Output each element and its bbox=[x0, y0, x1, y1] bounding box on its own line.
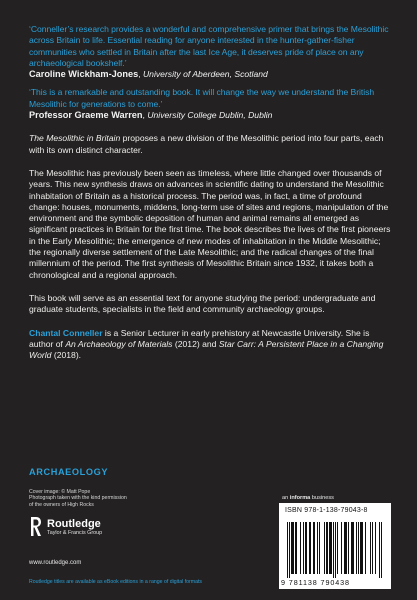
barcode-bar bbox=[327, 522, 328, 574]
publisher-subtitle: Taylor & Francis Group bbox=[47, 529, 103, 536]
barcode-bar bbox=[345, 522, 346, 574]
book-title: The Mesolithic in Britain bbox=[29, 133, 121, 144]
publisher-name: Routledge bbox=[47, 517, 101, 530]
barcode-bar bbox=[348, 522, 349, 574]
barcode-bar bbox=[370, 522, 371, 574]
barcode-bar bbox=[313, 522, 314, 574]
barcode-bar bbox=[305, 522, 306, 574]
barcode-bar bbox=[335, 522, 336, 578]
barcode-bar bbox=[296, 522, 297, 574]
barcode-bar bbox=[317, 522, 318, 574]
author-bio: Chantal Conneller is a Senior Lecturer in early prehistory at Newcastle University. She is author of An Archaeology of Materials (2012) and Star Carr: A Persistent Place in a Changing World (2018). bbox=[29, 327, 384, 361]
barcode-bar bbox=[309, 522, 310, 574]
barcode-bar bbox=[337, 522, 338, 574]
barcode-bar bbox=[329, 522, 330, 574]
barcode-panel bbox=[279, 503, 391, 589]
barcode-digits: 9 781138 790438 bbox=[281, 578, 350, 587]
isbn-label: ISBN 978-1-138-79043-8 bbox=[285, 507, 368, 514]
barcode-bar bbox=[379, 522, 380, 578]
ebook-note: Routledge titles are available as eBook editions in a range of digital formats bbox=[29, 579, 203, 585]
barcode-bar bbox=[333, 522, 334, 578]
review-attribution-2: Professor Graeme Warren, University College Dublin, Dublin bbox=[29, 110, 273, 121]
barcode-bar bbox=[361, 522, 362, 574]
barcode-bar bbox=[375, 522, 376, 574]
author-book-2: Star Carr: A Persistent Place in a Changing World bbox=[29, 338, 384, 361]
author-book-1: An Archaeology of Materials bbox=[65, 338, 173, 349]
barcode-bar bbox=[352, 522, 353, 574]
reviewer-affiliation-2: University College Dublin, Dublin bbox=[147, 110, 273, 121]
barcode-bar bbox=[356, 522, 357, 574]
barcode-bar bbox=[365, 522, 366, 574]
barcode-bar bbox=[362, 522, 363, 574]
barcode-bar bbox=[353, 522, 354, 574]
reviewer-affiliation-1: University of Aberdeen, Scotland bbox=[142, 69, 268, 80]
reviewer-name-2: Professor Graeme Warren bbox=[29, 110, 143, 121]
barcode-bar bbox=[303, 522, 304, 574]
subject-category: ARCHAEOLOGY bbox=[29, 467, 109, 477]
description-paragraph: The Mesolithic has previously been seen as timeless, where little changed over thousands of years. This new synthesis draws on advances in scientific dating to understand the Mesolithic inhabitation of Britain as a historical process. The period was, in fact, a time of profound change: houses, monuments, middens, long-term use of sites and regions, manipulation of the environment and the symbolic deposition of human and animal remains all emerged as significant practices in Britain for the first time. The book describes the lives of the first pioneers in the Early Mesolithic; the emergence of new modes of inhabitation in the Middle Mesolithic; the regionally diverse settlement of the Late Mesolithic; and the radical changes of the final millennium of the period. The first synthesis of Mesolithic Britain since 1932, it takes both a chronological and a regional approach. bbox=[29, 167, 391, 280]
barcode-graphic bbox=[285, 522, 385, 578]
routledge-r-icon bbox=[29, 516, 43, 538]
barcode-bar bbox=[310, 522, 311, 574]
barcode-bar bbox=[287, 522, 288, 578]
audience-paragraph: This book will serve as an essential text for anyone studying the period: undergraduate and graduate students, specialists in the field and community archaeology groups. bbox=[29, 292, 376, 315]
barcode-bar bbox=[291, 522, 292, 574]
barcode-bar bbox=[295, 522, 296, 574]
barcode-bar bbox=[372, 522, 373, 574]
barcode-bar bbox=[351, 522, 352, 574]
review-attribution-1: Caroline Wickham-Jones, University of Aberdeen, Scotland bbox=[29, 69, 268, 80]
barcode-bar bbox=[346, 522, 347, 574]
barcode-bar bbox=[331, 522, 332, 574]
barcode-bar bbox=[292, 522, 293, 574]
barcode-bar bbox=[360, 522, 361, 574]
barcode-bar bbox=[344, 522, 345, 574]
barcode-bar bbox=[300, 522, 301, 574]
barcode-bar bbox=[324, 522, 325, 574]
barcode-bar bbox=[293, 522, 294, 574]
barcode-bar bbox=[289, 522, 290, 578]
barcode-bar bbox=[381, 522, 382, 578]
barcode-bar bbox=[358, 522, 359, 574]
cover-credit: Cover image: © Matt Pope Photograph taken with the kind permission of the owners of High Rocks bbox=[29, 489, 127, 508]
barcode-bar bbox=[341, 522, 342, 574]
barcode-bar bbox=[326, 522, 327, 574]
reviewer-name-1: Caroline Wickham-Jones bbox=[29, 69, 139, 80]
informa-business-line: an informa business bbox=[282, 495, 334, 501]
intro-paragraph: The Mesolithic in Britain proposes a new division of the Mesolithic period into four parts, each with its own distinct character. bbox=[29, 133, 384, 155]
barcode-bar bbox=[330, 522, 331, 574]
review-quote-1: ‘Conneller’s research provides a wonderful and comprehensive primer that brings the Mesolithic across Britain to life. Essential reading for anyone interested in the hunter-gather-fisher communities who settled in Britain after the last Ice Age, it deserves pride of place on any archaeological bookshelf.’ bbox=[29, 24, 389, 68]
barcode-bar bbox=[314, 522, 315, 574]
barcode-bar bbox=[319, 522, 320, 574]
publisher-logo bbox=[29, 516, 102, 538]
author-name: Chantal Conneller bbox=[29, 327, 103, 338]
back-cover-text bbox=[29, 24, 394, 361]
review-quote-2: ‘This is a remarkable and outstanding book. It will change the way we understand the British Mesolithic for generations to come.’ bbox=[29, 87, 375, 109]
barcode-bar bbox=[306, 522, 307, 574]
publisher-website: www.routledge.com bbox=[29, 560, 82, 566]
